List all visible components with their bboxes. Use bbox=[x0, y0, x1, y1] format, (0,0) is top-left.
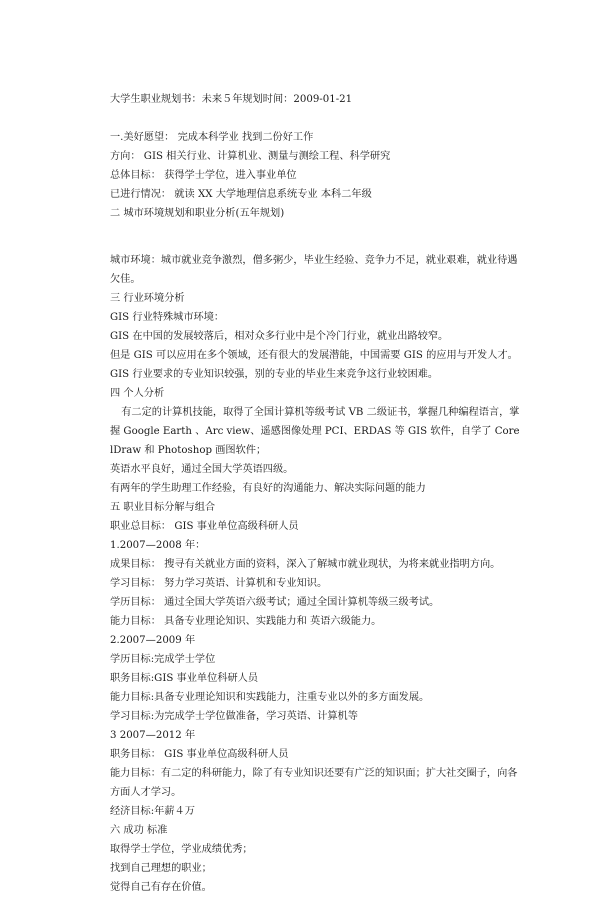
text-line: 一.美好愿望： 完成本科学业 找到二份好工作 bbox=[110, 132, 314, 143]
section-heading: 六 成功 标准 bbox=[110, 825, 168, 836]
text-line: GIS 行业特殊城市环境： bbox=[110, 312, 225, 323]
text-line: GIS 在中国的发展较落后，相对众多行业中是个冷门行业，就业出路较窄。 bbox=[110, 331, 449, 342]
text-line: 方向： GIS 相关行业、计算机业、测量与测绘工程、科学研究 bbox=[110, 151, 391, 162]
text-line: 能力目标： 具备专业理论知识、实践能力和 英语六级能力。 bbox=[110, 616, 382, 627]
text-line: 学习目标:为完成学士学位做准备，学习英语、计算机等 bbox=[110, 711, 358, 722]
section-heading: 四 个人分析 bbox=[110, 388, 165, 399]
document-header: 大学生职业规划书：未来５年规划时间：2009-01-21 bbox=[110, 94, 353, 105]
text-line: 学历目标： 通过全国大学英语六级考试；通过全国计算机等级三级考试。 bbox=[110, 597, 440, 608]
text-line: 职业总目标： GIS 事业单位高级科研人员 bbox=[110, 521, 299, 532]
personal-skills-paragraph: 有二定的计算机技能，取得了全国计算机等级考试 VB 二级证书，掌握几种编程语言，掌握 Google Earth 、Arc view、遥感图像处理 PCI、ERDAS 等 GIS 软件，自学了 CorelDraw 和 Photoshop 画图软件； bbox=[110, 407, 520, 456]
text-line: 总体目标： 获得学士学位，进入事业单位 bbox=[110, 170, 297, 181]
text-line: 已进行情况： 就读 XX 大学地理信息系统专业 本科二年级 bbox=[110, 189, 372, 200]
text-line: 取得学士学位，学业成绩优秀； bbox=[110, 844, 253, 855]
text-line: 职务目标:GIS 事业单位科研人员 bbox=[110, 673, 259, 684]
text-line: 2.2007—2009 年 bbox=[110, 635, 196, 646]
ability-goal-paragraph: 能力目标：有二定的科研能力，除了有专业知识还要有广泛的知识面；扩大社交圈子，向各方面人才学习。 bbox=[110, 768, 518, 798]
section-heading: 三 行业环境分析 bbox=[110, 293, 185, 304]
text-line: 职务目标： GIS 事业单位高级科研人员 bbox=[110, 749, 289, 760]
text-line: 成果目标： 搜寻有关就业方面的资料，深入了解城市就业现状，为将来就业指明方向。 bbox=[110, 559, 501, 570]
text-line: 但是 GIS 可以应用在多个领域，还有很大的发展潜能，中国需要 GIS 的应用与开发人才。 bbox=[110, 350, 518, 361]
text-line: GIS 行业要求的专业知识较强，别的专业的毕业生来竞争这行业较困难。 bbox=[110, 369, 439, 380]
text-line: 1.2007—2008 年： bbox=[110, 540, 206, 551]
text-line: 英语水平良好，通过全国大学英语四级。 bbox=[110, 464, 294, 475]
section-heading: 五 职业目标分解与组合 bbox=[110, 502, 216, 513]
section-heading: 二 城市环境规划和职业分析(五年规划) bbox=[110, 208, 285, 219]
text-line: 有两年的学生助理工作经验，有良好的沟通能力、解决实际问题的能力 bbox=[110, 483, 426, 494]
document-body bbox=[110, 90, 520, 897]
text-line: 学历目标:完成学士学位 bbox=[110, 654, 216, 665]
text-line: 学习目标： 努力学习英语、计算机和专业知识。 bbox=[110, 578, 328, 589]
text-line: 能力目标:具备专业理论知识和实践能力，注重专业以外的多方面发展。 bbox=[110, 692, 430, 703]
text-line: 3 2007—2012 年 bbox=[110, 730, 196, 741]
city-environment-paragraph: 城市环境：城市就业竞争激烈，僧多粥少，毕业生经验、竞争力不足，就业艰难，就业待遇欠佳。 bbox=[110, 255, 518, 285]
text-line: 经济目标:年薪４万 bbox=[110, 806, 195, 817]
text-line: 找到自己理想的职业； bbox=[110, 863, 212, 874]
text-line: 觉得自己有存在价值。 bbox=[110, 882, 212, 893]
